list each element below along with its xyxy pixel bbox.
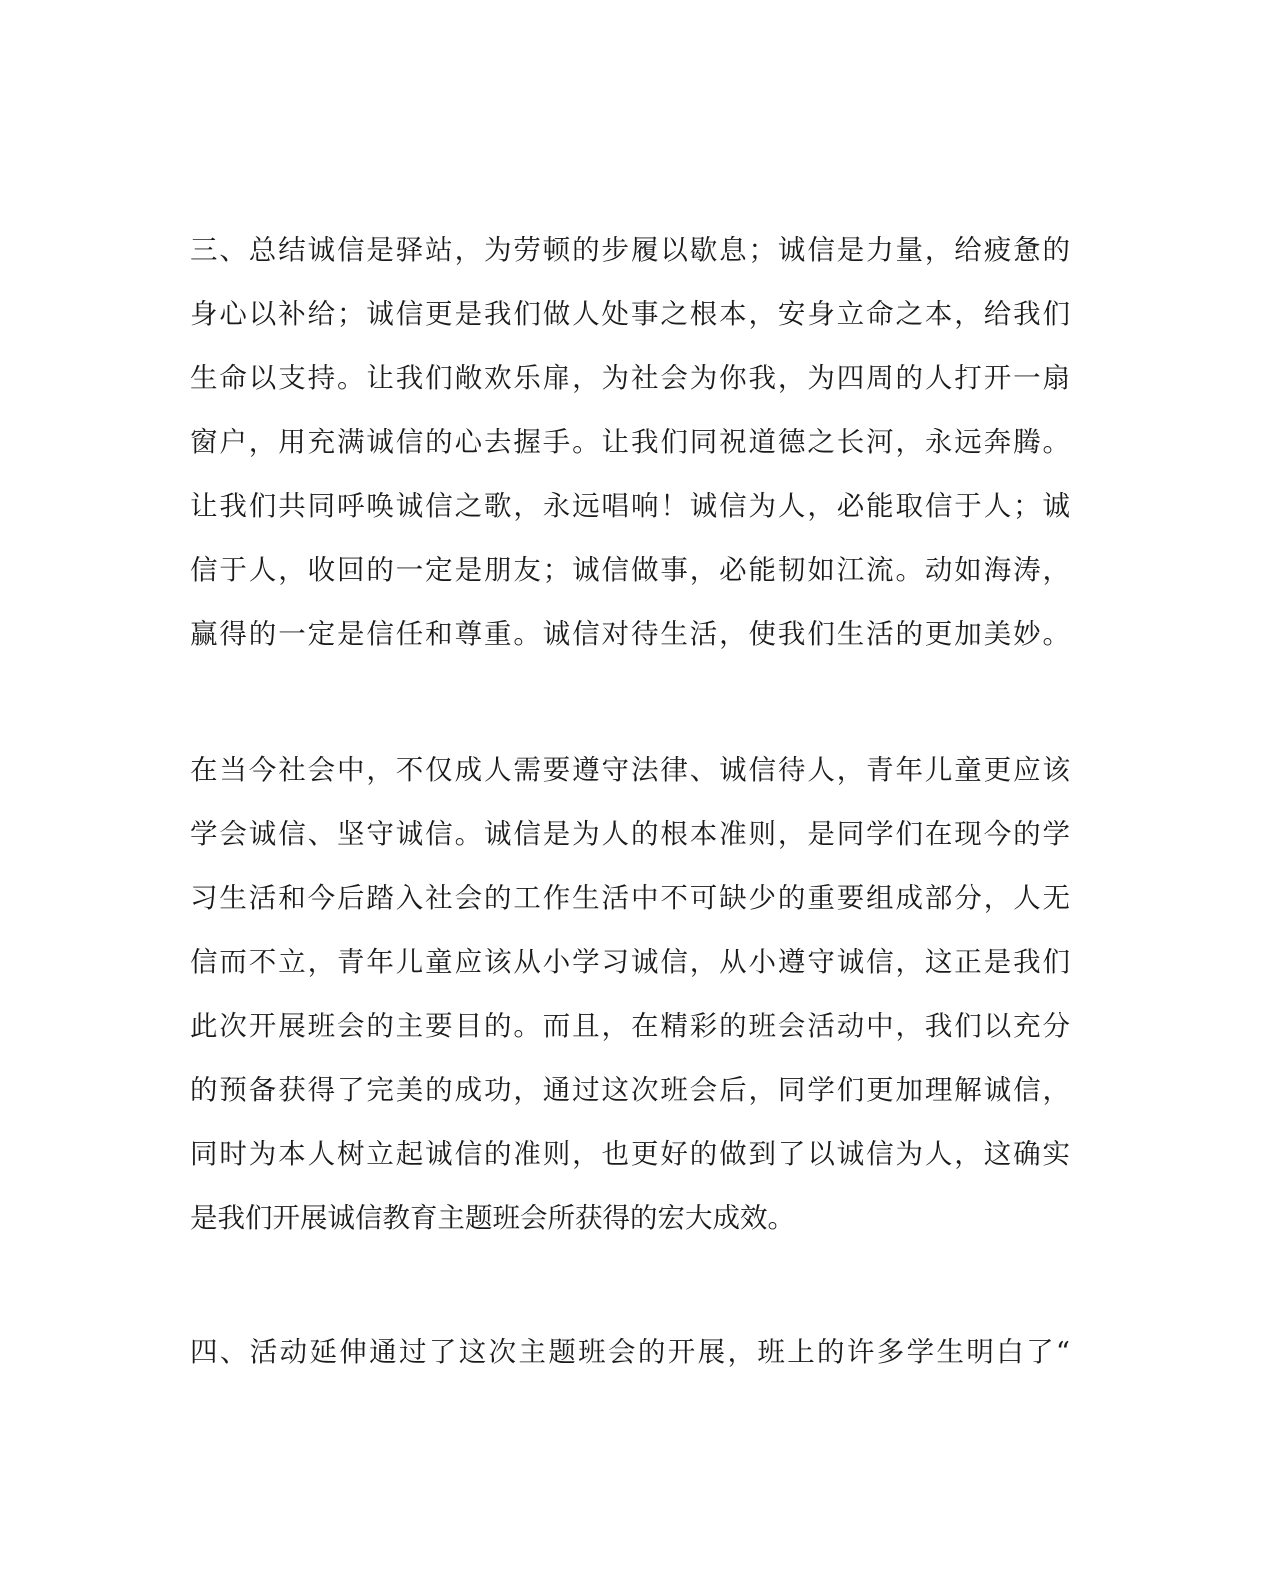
text-line: 此次开展班会的主要目的。而且，在精彩的班会活动中，我们以充分 — [190, 1010, 1070, 1042]
text-line: 生命以支持。让我们敞欢乐扉，为社会为你我，为四周的人打开一扇 — [190, 362, 1070, 394]
text-line: 三、总结诚信是驿站，为劳顿的步履以歇息；诚信是力量，给疲惫的 — [190, 234, 1070, 266]
text-line: 身心以补给；诚信更是我们做人处事之根本，安身立命之本，给我们 — [190, 298, 1070, 330]
text-line: 赢得的一定是信任和尊重。诚信对待生活，使我们生活的更加美妙。 — [190, 618, 1070, 650]
paragraph-extension — [190, 1320, 1070, 1384]
paragraph-summary — [190, 218, 1070, 666]
text-line: 在当今社会中，不仅成人需要遵守法律、诚信待人，青年儿童更应该 — [190, 754, 1070, 786]
text-line: 信于人，收回的一定是朋友；诚信做事，必能韧如江流。动如海涛， — [190, 554, 1070, 586]
text-line: 习生活和今后踏入社会的工作生活中不可缺少的重要组成部分，人无 — [190, 882, 1070, 914]
text-line: 四、活动延伸通过了这次主题班会的开展，班上的许多学生明白了“ — [190, 1336, 1070, 1368]
text-line: 同时为本人树立起诚信的准则，也更好的做到了以诚信为人，这确实 — [190, 1138, 1070, 1170]
text-line: 的预备获得了完美的成功，通过这次班会后，同学们更加理解诚信， — [190, 1074, 1070, 1106]
text-line: 信而不立，青年儿童应该从小学习诚信，从小遵守诚信，这正是我们 — [190, 946, 1070, 978]
text-line: 学会诚信、坚守诚信。诚信是为人的根本准则，是同学们在现今的学 — [190, 818, 1070, 850]
text-line: 让我们共同呼唤诚信之歌，永远唱响！诚信为人，必能取信于人；诚 — [190, 490, 1070, 522]
text-line: 是我们开展诚信教育主题班会所获得的宏大成效。 — [190, 1202, 795, 1234]
paragraph-society — [190, 738, 1070, 1250]
text-line: 窗户，用充满诚信的心去握手。让我们同祝道德之长河，永远奔腾。 — [190, 426, 1070, 458]
